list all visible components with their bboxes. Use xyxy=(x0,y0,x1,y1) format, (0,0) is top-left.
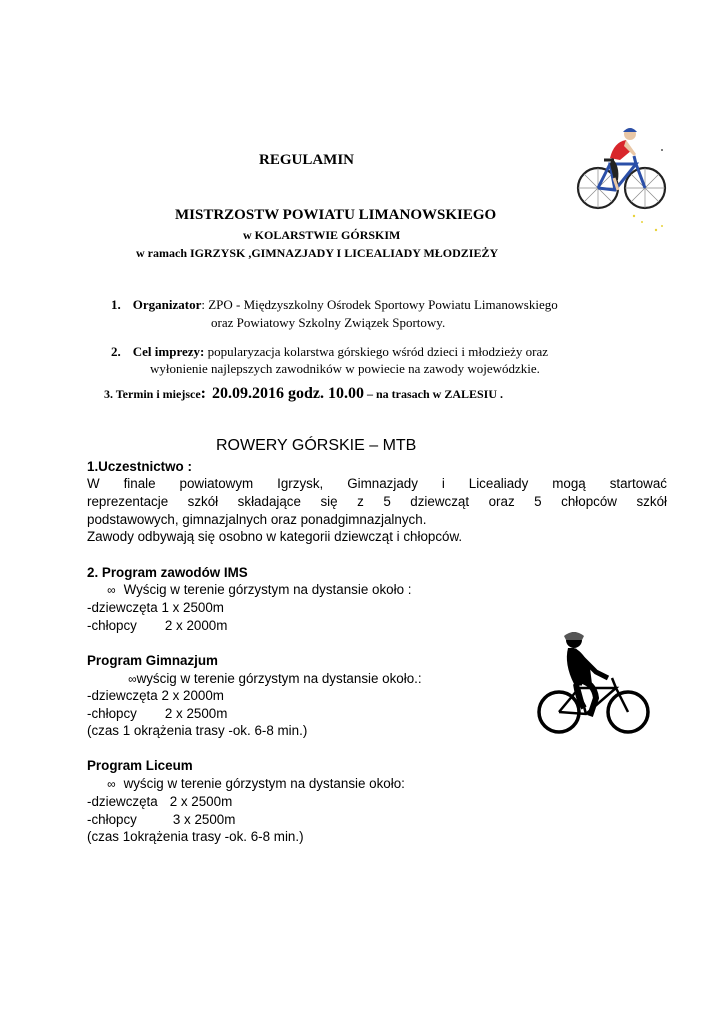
goal-text: popularyzacja kolarstwa górskiego wśród dzieci i młodzieży oraz xyxy=(204,344,549,359)
participants-line-1: W finale powiatowym Igrzysk, Gimnazjady i Licealiady mogą startować xyxy=(87,476,667,491)
subtitle-games: w ramach IGRZYSK ,GIMNAZJADY I LICEALIADY MŁODZIEŻY xyxy=(136,246,499,260)
organizer-line xyxy=(111,297,558,313)
goal-text-cont: wyłonienie najlepszych zawodników w powiecie na zawody wojewódzkie. xyxy=(150,361,540,376)
schedule-colon: : xyxy=(200,385,206,402)
program-liceum-heading: Program Liceum xyxy=(87,758,193,773)
program-ims-item xyxy=(107,582,411,597)
participants-heading: 1.Uczestnictwo : xyxy=(87,459,192,474)
participants-line-4: Zawody odbywają się osobno w kategorii dziewcząt i chłopców. xyxy=(87,529,463,544)
organizer-label: Organizator xyxy=(132,297,202,312)
program-gimnazjum-boys xyxy=(87,706,227,721)
program-gimnazjum-note: (czas 1 okrążenia trasy -ok. 6-8 min.) xyxy=(87,723,308,738)
girls-label: -dziewczęta xyxy=(87,600,158,615)
boys-label: -chłopcy xyxy=(87,812,137,827)
boys-value: 3 x 2500m xyxy=(172,812,236,827)
schedule-place: – na trasach w ZALESIU . xyxy=(363,387,504,401)
program-gimnazjum-heading: Program Gimnazjum xyxy=(87,653,218,668)
schedule-label: 3. Termin i miejsce xyxy=(104,387,201,401)
organizer-text-cont: oraz Powiatowy Szkolny Związek Sportowy. xyxy=(211,315,446,330)
boys-value: 2 x 2000m xyxy=(164,618,228,633)
program-ims-item-text: Wyścig w terenie górzystym na dystansie około : xyxy=(123,582,412,597)
program-liceum-boys xyxy=(87,812,235,827)
organizer-number: 1. xyxy=(111,297,121,312)
infinity-bullet-icon: ∞ xyxy=(107,777,116,791)
program-ims-boys xyxy=(87,618,227,633)
boys-label: -chłopcy xyxy=(87,706,137,721)
section-title: ROWERY GÓRSKIE – MTB xyxy=(216,437,417,454)
cyclist-silhouette-icon xyxy=(534,628,654,746)
participants-paragraph xyxy=(87,475,667,529)
participants-line-3: podstawowych, gimnazjalnych oraz ponadgimnazjalnych. xyxy=(87,512,427,527)
goal-label: Cel imprezy: xyxy=(132,344,205,359)
subtitle-discipline: w KOLARSTWIE GÓRSKIM xyxy=(243,228,401,242)
subtitle-championship: MISTRZOSTW POWIATU LIMANOWSKIEGO xyxy=(175,207,497,223)
infinity-bullet-icon: ∞ xyxy=(107,583,116,597)
girls-label: -dziewczęta xyxy=(87,794,158,809)
girls-value: 2 x 2500m xyxy=(169,794,233,809)
boys-label: -chłopcy xyxy=(87,618,137,633)
organizer-text: : ZPO - Międzyszkolny Ośrodek Sportowy Powiatu Limanowskiego xyxy=(201,297,558,312)
program-gimnazjum-item xyxy=(128,671,422,686)
girls-value: 2 x 2000m xyxy=(161,688,224,703)
program-liceum-item xyxy=(107,776,405,791)
program-liceum-note: (czas 1okrążenia trasy -ok. 6-8 min.) xyxy=(87,829,304,844)
boys-value: 2 x 2500m xyxy=(164,706,228,721)
program-gimnazjum-item-text: wyścig w terenie górzystym na dystansie około.: xyxy=(136,671,422,686)
girls-label: -dziewczęta xyxy=(87,688,158,703)
girls-value: 1 x 2500m xyxy=(161,600,224,615)
program-liceum-item-text: wyścig w terenie górzystym na dystansie około: xyxy=(123,776,405,791)
program-ims-girls xyxy=(87,600,224,615)
infinity-bullet-icon: ∞ xyxy=(128,672,137,686)
cyclist-color-icon xyxy=(570,120,670,240)
program-gimnazjum-girls xyxy=(87,688,224,703)
goal-line xyxy=(111,344,548,360)
participants-line-2: reprezentacje szkół składające się z 5 dziewcząt oraz 5 chłopców szkół xyxy=(87,494,667,509)
program-ims-heading: 2. Program zawodów IMS xyxy=(87,565,248,580)
schedule-date: 20.09.2016 godz. 10.00 xyxy=(211,385,364,402)
document-title: REGULAMIN xyxy=(259,152,355,168)
goal-number: 2. xyxy=(111,344,121,359)
program-liceum-girls xyxy=(87,794,232,809)
schedule-line xyxy=(104,385,503,403)
